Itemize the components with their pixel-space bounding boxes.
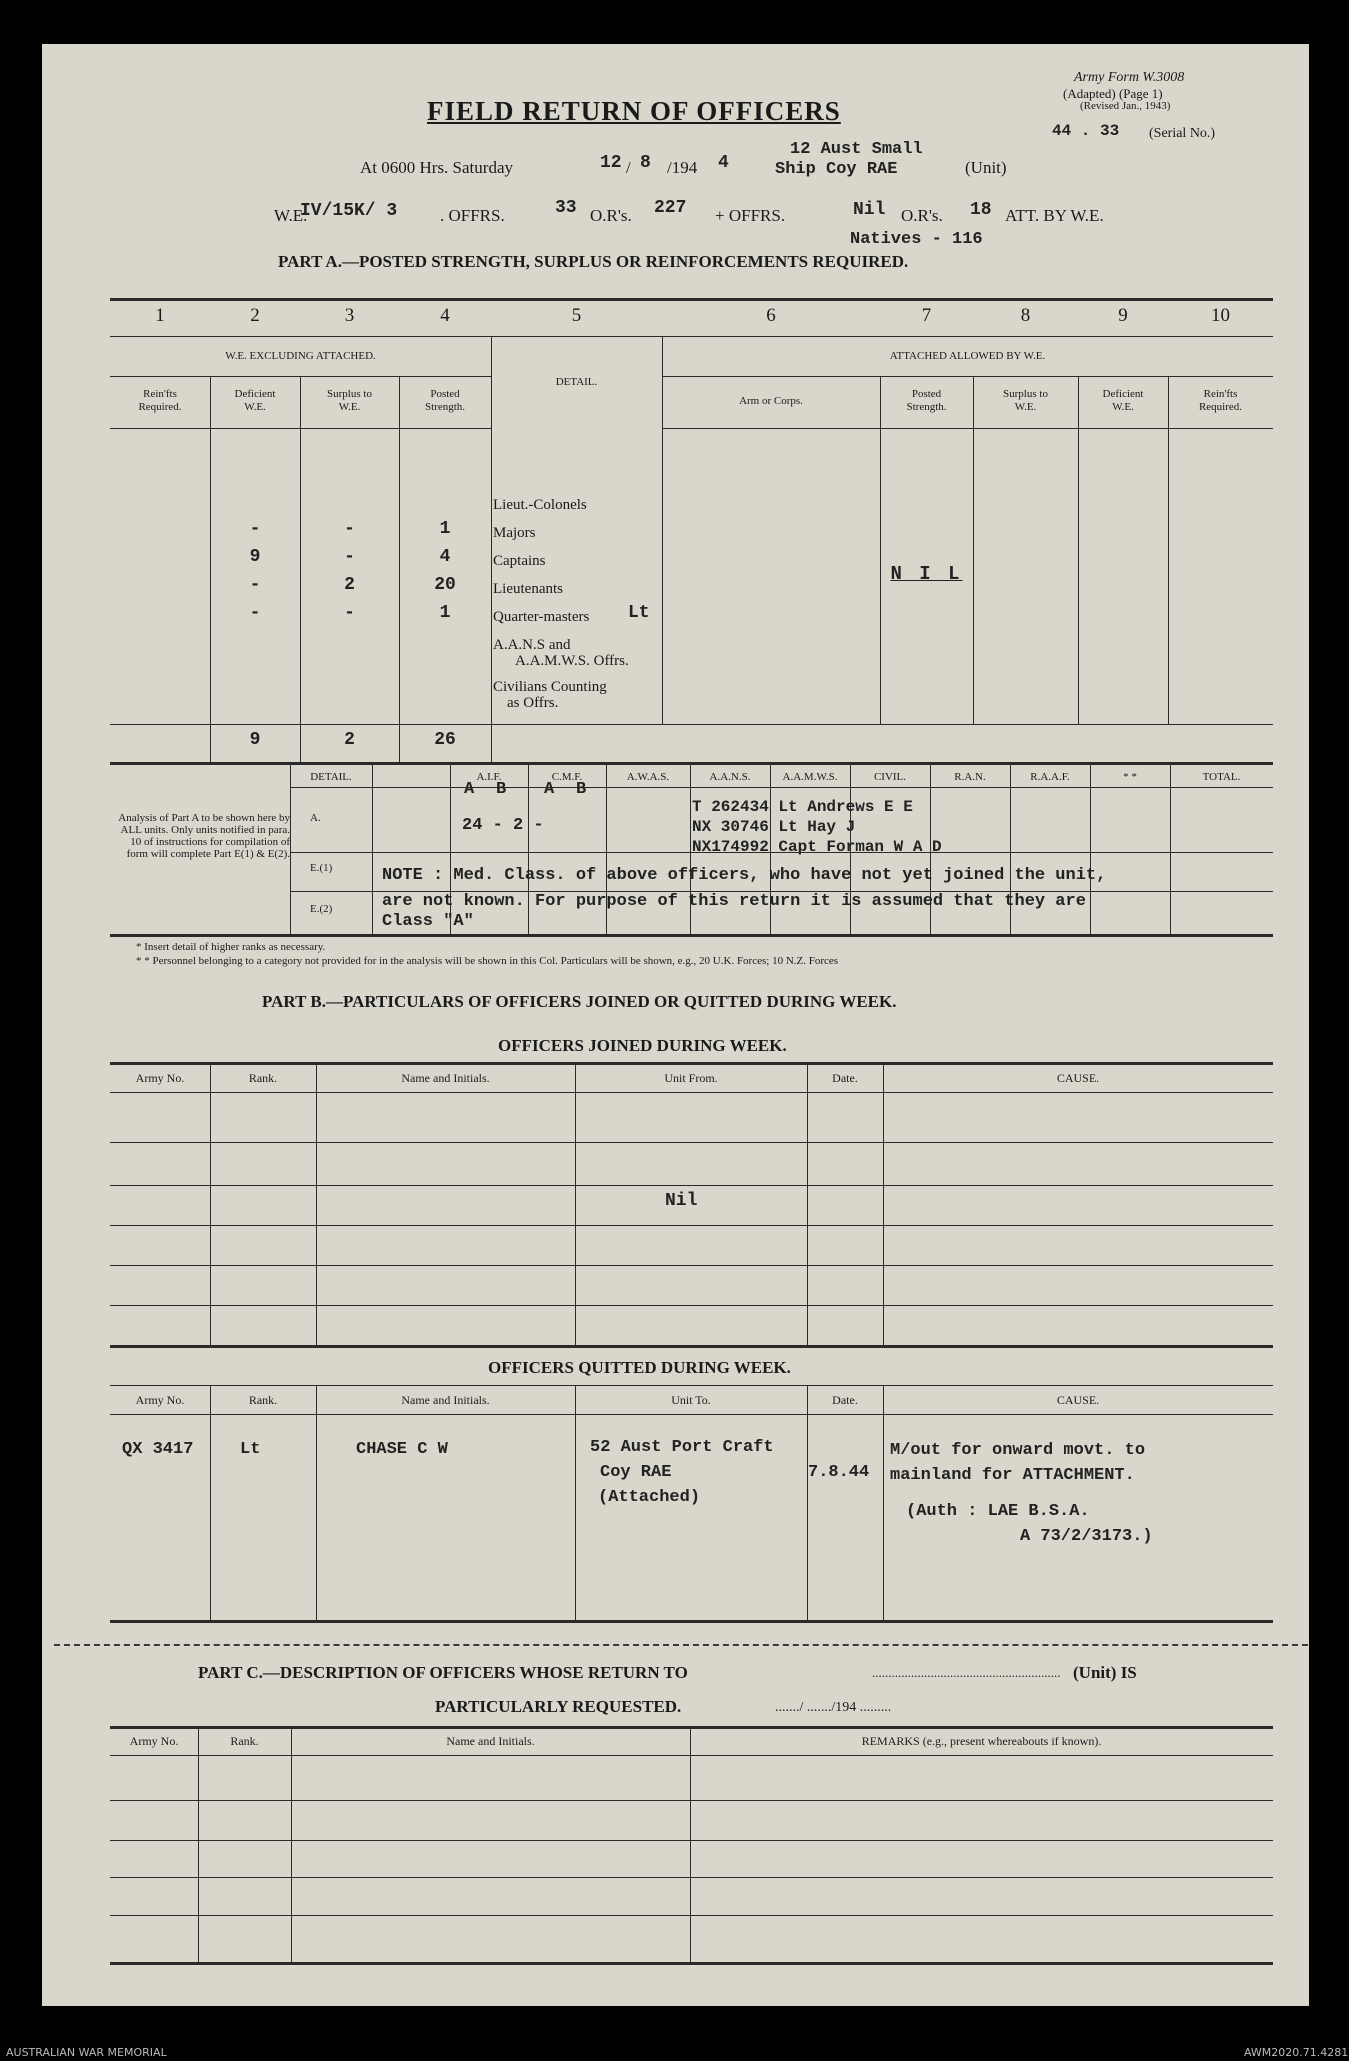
quitted-cause-1: M/out for onward movt. to <box>890 1441 1146 1460</box>
part-c-header: Army No. <box>129 1734 179 1748</box>
serial-label: (Serial No.) <box>1149 126 1216 141</box>
col-number: 3 <box>344 305 355 326</box>
unit-label: (Unit) <box>965 158 1007 177</box>
analysis-header: A.A.M.W.S. <box>782 771 838 783</box>
col-number: 6 <box>766 305 776 326</box>
col-number: 10 <box>1211 305 1230 326</box>
plus-ors-label: O.R's. <box>901 206 943 225</box>
joined-header: Rank. <box>248 1071 278 1085</box>
note-line-1: NOTE : Med. Class. of above officers, who have not yet joined the unit, <box>382 866 1107 885</box>
col-number: 5 <box>571 305 582 326</box>
left-col-header: Surplus to W.E. <box>327 388 372 413</box>
posted-value: 1 <box>439 603 451 623</box>
row-a-values: 24 - 2 - <box>462 816 544 835</box>
footer-credit: AUSTRALIAN WAR MEMORIAL <box>6 2046 167 2059</box>
total-posted: 26 <box>434 730 456 750</box>
plus-offrs-label: + OFFRS. <box>715 206 786 225</box>
analysis-header: TOTAL. <box>1202 771 1241 783</box>
rank-label: Lieut.-Colonels <box>493 497 587 513</box>
at-hours-label: At 0600 Hrs. Saturday <box>360 158 513 177</box>
perforation-line <box>54 1644 1308 1646</box>
total-surplus: 2 <box>344 730 355 750</box>
date-year: 4 <box>718 153 729 173</box>
quitted-header: CAUSE. <box>1056 1393 1100 1407</box>
left-col-header: Posted Strength. <box>424 388 466 413</box>
offrs-value: 33 <box>555 198 577 218</box>
analysis-row-label: E.(1) <box>310 862 333 874</box>
joined-nil: Nil <box>665 1191 698 1211</box>
quitted-unit-2: Coy RAE <box>600 1463 672 1482</box>
part-a-title: PART A.—POSTED STRENGTH, SURPLUS OR REINFORCEMENTS REQUIRED. <box>278 252 909 271</box>
footnote-2: * * Personnel belonging to a category not provided for in the analysis will be shown in this Col. Particulars will be shown, e.g., 20 U.K. Forces; 10 N.Z. Forces <box>136 955 839 967</box>
date-month: 8 <box>640 153 651 173</box>
quitted-header: Rank. <box>248 1393 278 1407</box>
quitted-date: 7.8.44 <box>808 1463 870 1482</box>
rank-label: Captains <box>493 553 546 569</box>
qm-suffix: Lt <box>628 603 650 623</box>
col-number: 4 <box>440 305 450 326</box>
joined-title: OFFICERS JOINED DURING WEEK. <box>498 1036 787 1055</box>
joined-header: Date. <box>832 1071 858 1085</box>
surplus-value: - <box>344 603 355 623</box>
part-c-header: Rank. <box>230 1734 259 1748</box>
surplus-value: - <box>344 547 355 567</box>
deficient-value: - <box>249 603 261 623</box>
offrs-label: . OFFRS. <box>440 206 505 225</box>
stamp-b: B <box>496 780 507 799</box>
col-number: 7 <box>921 305 932 326</box>
part-c-unit-dots: .......................................................... <box>872 1665 1061 1680</box>
analysis-header: R.A.A.F. <box>1030 771 1070 783</box>
form-title: FIELD RETURN OF OFFICERS <box>427 96 841 126</box>
col-number: 2 <box>250 305 260 326</box>
quitted-cause-2: mainland for ATTACHMENT. <box>890 1466 1135 1485</box>
rank-label: Majors <box>493 525 536 541</box>
stamp-a: A <box>464 780 475 799</box>
note-line-3: Class "A" <box>382 912 474 931</box>
part-c-unit-is: (Unit) IS <box>1073 1663 1137 1682</box>
detail-header: DETAIL. <box>555 376 598 388</box>
analysis-header: DETAIL. <box>310 771 352 783</box>
col-number: 8 <box>1020 305 1031 326</box>
rank-label: Quarter-masters <box>493 609 590 625</box>
joined-header: Army No. <box>135 1071 185 1085</box>
civilians-label: Civilians Counting as Offrs. <box>493 679 607 711</box>
analysis-row-label: A. <box>310 812 321 824</box>
right-col-header: Arm or Corps. <box>739 395 803 407</box>
we-label: W.E. <box>274 206 308 225</box>
quitted-cause-4: A 73/2/3173.) <box>1020 1527 1153 1546</box>
posted-value: 1 <box>439 519 451 539</box>
part-c-header: REMARKS (e.g., present whereabouts if known). <box>861 1734 1102 1748</box>
deficient-value: 9 <box>249 547 261 567</box>
unit-line-1: 12 Aust Small <box>790 140 923 159</box>
part-a-top-rule <box>110 298 1273 301</box>
serial-value: 44 . 33 <box>1052 122 1120 140</box>
col-number: 9 <box>1118 305 1128 326</box>
part-c-title-1: PART C.—DESCRIPTION OF OFFICERS WHOSE RETURN TO <box>198 1663 688 1682</box>
plus-ors-value: 18 <box>970 200 992 220</box>
left-col-header: Deficient W.E. <box>234 388 276 413</box>
quitted-title: OFFICERS QUITTED DURING WEEK. <box>488 1358 791 1377</box>
plus-offrs-value: Nil <box>853 200 886 220</box>
unit-line-2: Ship Coy RAE <box>775 160 898 179</box>
analysis-note: Analysis of Part A to be shown here by ALL units. Only units notified in para. 10 of instructions for compilation of form will complete Part E(1) & E(2). <box>118 812 290 860</box>
posted-value: 4 <box>439 547 451 567</box>
joined-header: Unit From. <box>664 1071 718 1085</box>
analysis-header: A.A.N.S. <box>709 771 751 783</box>
quitted-army-no: QX 3417 <box>122 1440 194 1459</box>
attached-nil: N I L <box>890 563 963 585</box>
analysis-row-label: E.(2) <box>310 903 333 915</box>
quitted-header: Name and Initials. <box>401 1393 490 1407</box>
we-value: IV/15K/ 3 <box>300 201 398 221</box>
quitted-header: Unit To. <box>671 1393 711 1407</box>
ors-label: O.R's. <box>590 206 632 225</box>
aans-label: A.A.N.S and A.A.M.W.S. Offrs. <box>493 637 629 669</box>
surplus-value: 2 <box>344 575 355 595</box>
attached-officer-1: T 262434 Lt Andrews E E <box>692 798 913 816</box>
date-year-label: /194 <box>667 158 698 177</box>
right-col-header: Surplus to W.E. <box>1003 388 1048 413</box>
stamp-a: A <box>544 780 555 799</box>
right-col-header: Deficient W.E. <box>1102 388 1144 413</box>
right-col-header: Posted Strength. <box>906 388 947 413</box>
natives-count: Natives - 116 <box>850 230 983 249</box>
joined-header: Name and Initials. <box>401 1071 490 1085</box>
surplus-value: - <box>344 519 355 539</box>
we-excluding-header: W.E. EXCLUDING ATTACHED. <box>225 350 376 362</box>
analysis-header: * * <box>1123 771 1137 783</box>
date-day: 12 <box>600 153 622 173</box>
footer-catalogue-number: AWM2020.71.4281 <box>1244 2046 1349 2059</box>
army-form-number: Army Form W.3008 <box>1074 70 1185 85</box>
quitted-header: Army No. <box>135 1393 185 1407</box>
part-b-title: PART B.—PARTICULARS OF OFFICERS JOINED OR QUITTED DURING WEEK. <box>262 992 897 1011</box>
col-number: 1 <box>155 305 165 326</box>
revised-date: (Revised Jan., 1943) <box>1080 100 1171 112</box>
quitted-cause-3: (Auth : LAE B.S.A. <box>906 1502 1090 1521</box>
analysis-header: A.I.F. <box>476 771 502 783</box>
quitted-unit-1: 52 Aust Port Craft <box>590 1438 774 1457</box>
deficient-value: - <box>249 519 261 539</box>
quitted-header: Date. <box>832 1393 858 1407</box>
ors-value: 227 <box>654 198 687 218</box>
attached-allowed-header: ATTACHED ALLOWED BY W.E. <box>889 350 1046 362</box>
attached-officer-2: NX 30746 Lt Hay J <box>692 818 856 836</box>
quitted-unit-3: (Attached) <box>598 1488 701 1507</box>
date-sep: / <box>626 158 631 177</box>
left-col-header: Rein'fts Required. <box>138 388 182 413</box>
adapted-page: (Adapted) (Page 1) <box>1063 86 1163 101</box>
total-deficient: 9 <box>249 730 261 750</box>
note-line-2: are not known. For purpose of this return it is assumed that they are <box>382 892 1086 911</box>
part-c-date-blank: ......./ ......./194 ......... <box>775 1700 892 1715</box>
stamp-b: B <box>576 780 587 799</box>
quitted-name: CHASE C W <box>356 1440 448 1459</box>
attached-officer-3: NX174992 Capt Forman W A D <box>692 838 942 856</box>
joined-header: CAUSE. <box>1056 1071 1100 1085</box>
analysis-header: C.M.F. <box>551 771 583 783</box>
att-label: ATT. BY W.E. <box>1005 206 1104 225</box>
part-c-title-2: PARTICULARLY REQUESTED. <box>435 1697 682 1716</box>
deficient-value: - <box>249 575 261 595</box>
footnote-1: * Insert detail of higher ranks as necessary. <box>136 941 326 953</box>
analysis-header: CIVIL. <box>873 771 907 783</box>
analysis-header: R.A.N. <box>954 771 986 783</box>
rank-label: Lieutenants <box>493 581 563 597</box>
quitted-rank: Lt <box>240 1440 261 1459</box>
analysis-header: A.W.A.S. <box>626 771 670 783</box>
right-col-header: Rein'fts Required. <box>1198 388 1243 413</box>
posted-value: 20 <box>434 575 456 595</box>
part-c-header: Name and Initials. <box>446 1734 535 1748</box>
